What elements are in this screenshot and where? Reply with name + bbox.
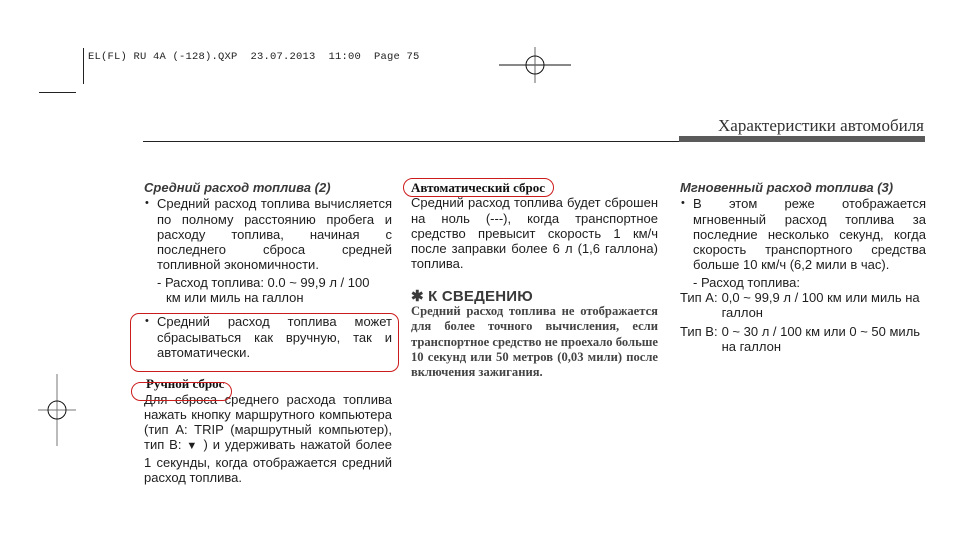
bullet-reset-modes: • Средний расход топлива может сбрасываться как вручную, так и автоматически. — [144, 314, 392, 360]
heading-instant-fuel: Мгновенный расход топлива (3) — [680, 180, 894, 195]
manual-reset-body — [144, 392, 392, 486]
type-a-label: Тип А: — [680, 290, 718, 306]
auto-reset-body: Средний расход топлива будет сброшен на ноль (---), когда транспортное средство превысит скорость 1 км/ч после заправки более 6 л (1,6 галлона) топлива. — [411, 195, 658, 272]
header-bar — [679, 136, 925, 142]
heading-auto-reset: Автоматический сброс — [411, 180, 546, 195]
crop-mark-vertical — [83, 48, 84, 84]
column-instant-fuel — [680, 180, 926, 354]
instant-fuel-label: - Расход топлива: — [693, 274, 800, 290]
crop-mark-horizontal — [39, 92, 76, 93]
highlight-oval-auto-reset — [403, 178, 554, 197]
highlight-box-reset-modes — [130, 313, 399, 372]
bullet-instant-desc: • В этом реже отображается мгновенный расход топлива за последние несколько секунд, когда скорость транспортного средства больше 10 км/ч (6,2 мили в час). — [680, 196, 926, 272]
registration-mark-icon — [38, 374, 78, 448]
note-body: Средний расход топлива не отображается для более точного вычисления, если транспортное средство не проехало больше 10 секунд или 50 метров (0,03 мили) после включения зажигания. — [411, 304, 658, 380]
type-b-value: 0 ~ 30 л / 100 км или 0 ~ 50 миль на галлон — [721, 323, 921, 354]
fuel-range-item — [144, 275, 392, 306]
manual-reset-text-1: Для сброса среднего расхода топлива нажать кнопку маршрутного компьютера (тип A: TRIP (маршрутный компьютер), тип B: — [144, 391, 392, 453]
bullet-average-calc: • Средний расход топлива вычисляется по полному расстоянию пробега и расходу топлива, начиная с последнего сброса средней топливной экономичности. — [144, 196, 392, 272]
heading-average-fuel: Средний расход топлива (2) — [144, 180, 331, 195]
registration-mark-icon — [499, 43, 571, 87]
type-b-row — [680, 324, 926, 355]
triangle-down-icon: ▼ — [186, 440, 199, 453]
header-rule — [143, 141, 680, 142]
type-b-label: Тип B: — [680, 323, 718, 339]
print-slug: EL(FL) RU 4A (-128).QXP 23.07.2013 11:00 Page 75 — [88, 51, 420, 63]
manual-reset-text-2: ) и удерживать нажатой более 1 секунды, когда отображается средний расход топлива. — [144, 437, 392, 486]
section-title: Характеристики автомобиля — [718, 116, 924, 135]
type-a-value: 0,0 ~ 99,9 л / 100 км или миль на галлон — [721, 290, 920, 321]
note-title: ✱ К СВЕДЕНИЮ — [411, 287, 533, 305]
heading-manual-reset: Ручной сброс — [146, 376, 225, 392]
column-auto-reset — [411, 180, 658, 381]
fuel-range-line2: км или миль на галлон — [166, 290, 304, 306]
highlight-oval-manual-reset — [131, 382, 232, 401]
type-a-row — [680, 290, 926, 321]
fuel-range-line1: - Расход топлива: 0.0 ~ 99,9 л / 100 — [157, 274, 370, 290]
